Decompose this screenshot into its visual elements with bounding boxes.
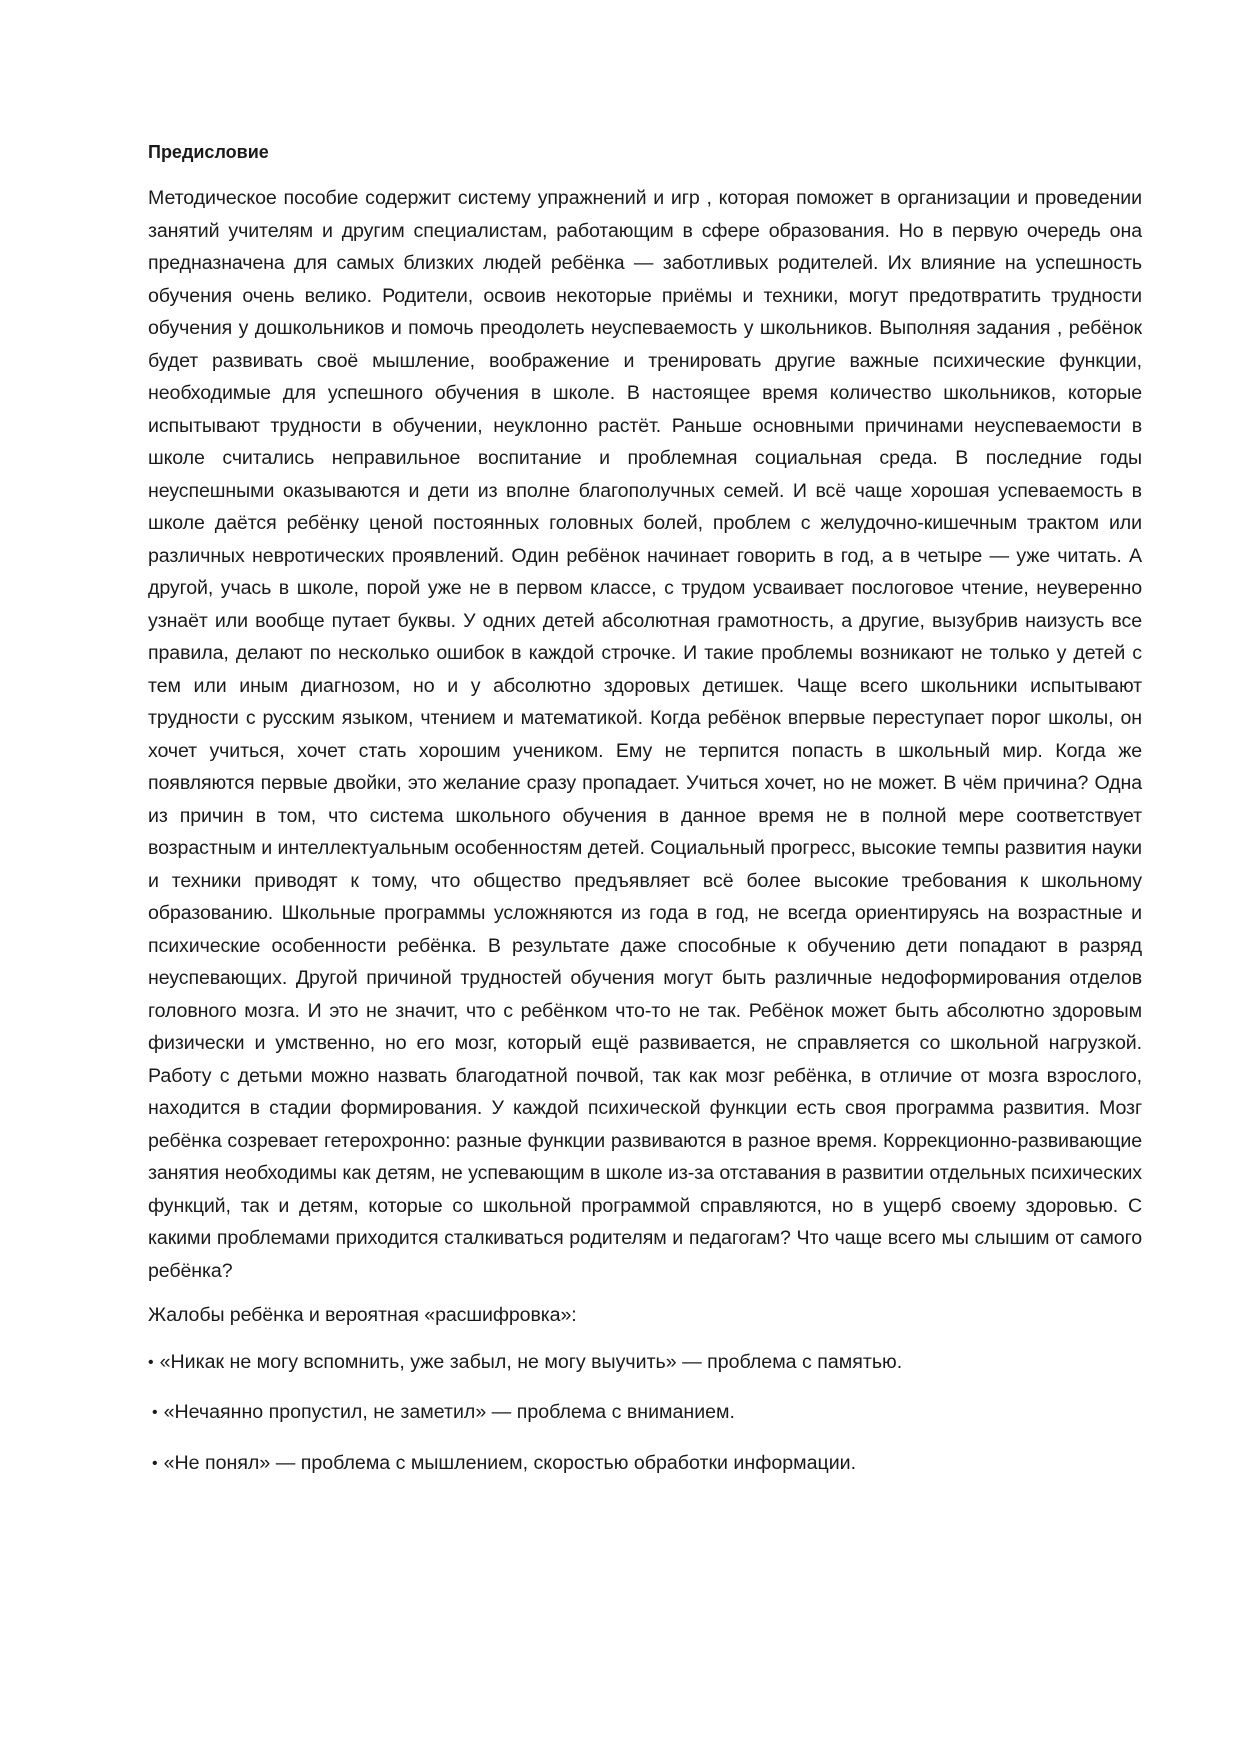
complaints-intro: Жалобы ребёнка и вероятная «расшифровка»: [148,1304,577,1326]
list-item [148,1447,1142,1481]
bullet-icon: • [152,1454,158,1472]
document-page [148,140,1142,1497]
list-item-text: «Никак не могу вспомнить, уже забыл, не могу выучить» — проблема с памятью. [159,1350,903,1373]
main-paragraph: Методическое пособие содержит систему упражнений и игр , которая поможет в организации и проведении занятий учителям и другим специалистам, работающим в сфере образования. Но в первую очередь она предназначена для самых близких людей ребёнка — заботливых родителей. Их влияние на успешность обучения очень велико. Родители, освоив некоторые приёмы и техники, могут предотвратить трудности обучения у дошкольников и помочь преодолеть неуспеваемость у школьников. Выполняя задания , ребёнок будет развивать своё мышление, воображение и тренировать другие важные психические функции, необходимые для успешного обучения в школе. В настоящее время количество школьников, которые испытывают трудности в обучении, неуклонно растёт. Раньше основными причинами неуспеваемости в школе считались неправильное воспитание и проблемная социальная среда. В последние годы неуспешными оказываются и дети из вполне благополучных семей. И всё чаще хорошая успеваемость в школе даётся ребёнку ценой постоянных головных болей, проблем с желудочно-кишечным трактом или различных невротических проявлений. Один ребёнок начинает говорить в год, а в четыре — уже читать. А другой, учась в школе, порой уже не в первом классе, с трудом усваивает послоговое чтение, неуверенно узнаёт или вообще путает буквы. У одних детей абсолютная грамотность, а другие, вызубрив наизусть все правила, делают по несколько ошибок в каждой строчке. И такие проблемы возникают не только у детей с тем или иным диагнозом, но и у абсолютно здоровых детишек. Чаще всего школьники испытывают трудности с русским языком, чтением и математикой. Когда ребёнок впервые переступает порог школы, он хочет учиться, хочет стать хорошим учеником. Ему не терпится попасть в школьный мир. Когда же появляются первые двойки, это желание сразу пропадает. Учиться хочет, но не может. В чём причина? Одна из причин в том, что система школьного обучения в данное время не в полной мере соответствует возрастным и интеллектуальным особенностям детей. Социальный прогресс, высокие темпы развития науки и техники приводят к тому, что общество предъявляет всё более высокие требования к школьному образованию. Школьные программы усложняются из года в год, не всегда ориентируясь на возрастные и психические особенности ребёнка. В результате даже способные к обучению дети попадают в разряд неуспевающих. Другой причиной трудностей обучения могут быть различные недоформирования отделов головного мозга. И это не значит, что с ребёнком что-то не так. Ребёнок может быть абсолютно здоровым физически и умственно, но его мозг, который ещё развивается, не справляется со школьной нагрузкой. Работу с детьми можно назвать благодатной почвой, так как мозг ребёнка, в отличие от мозга взрослого, находится в стадии формирования. У каждой психической функции есть своя программа развития. Мозг ребёнка созревает гетерохронно: разные функции развиваются в разное время. Коррекционно-развивающие занятия необходимы как детям, не успевающим в школе из-за отставания в развитии отдельных психических функций, так и детям, которые со школьной программой справляются, но в ущерб своему здоровью. С какими проблемами приходится сталкиваться родителям и педагогам? Что чаще всего мы слышим от самого ребёнка? [148,187,1142,1282]
bullet-icon: • [148,1353,154,1371]
section-heading: Предисловие [148,142,269,162]
list-item-text: «Нечаянно пропустил, не заметил» — проблема с вниманием. [163,1401,735,1423]
bullet-icon: • [152,1404,158,1421]
list-item-text: «Не понял» — проблема с мышлением, скоростью обработки информации. [163,1451,857,1474]
list-item [148,1396,1142,1430]
list-item [148,1346,1142,1380]
